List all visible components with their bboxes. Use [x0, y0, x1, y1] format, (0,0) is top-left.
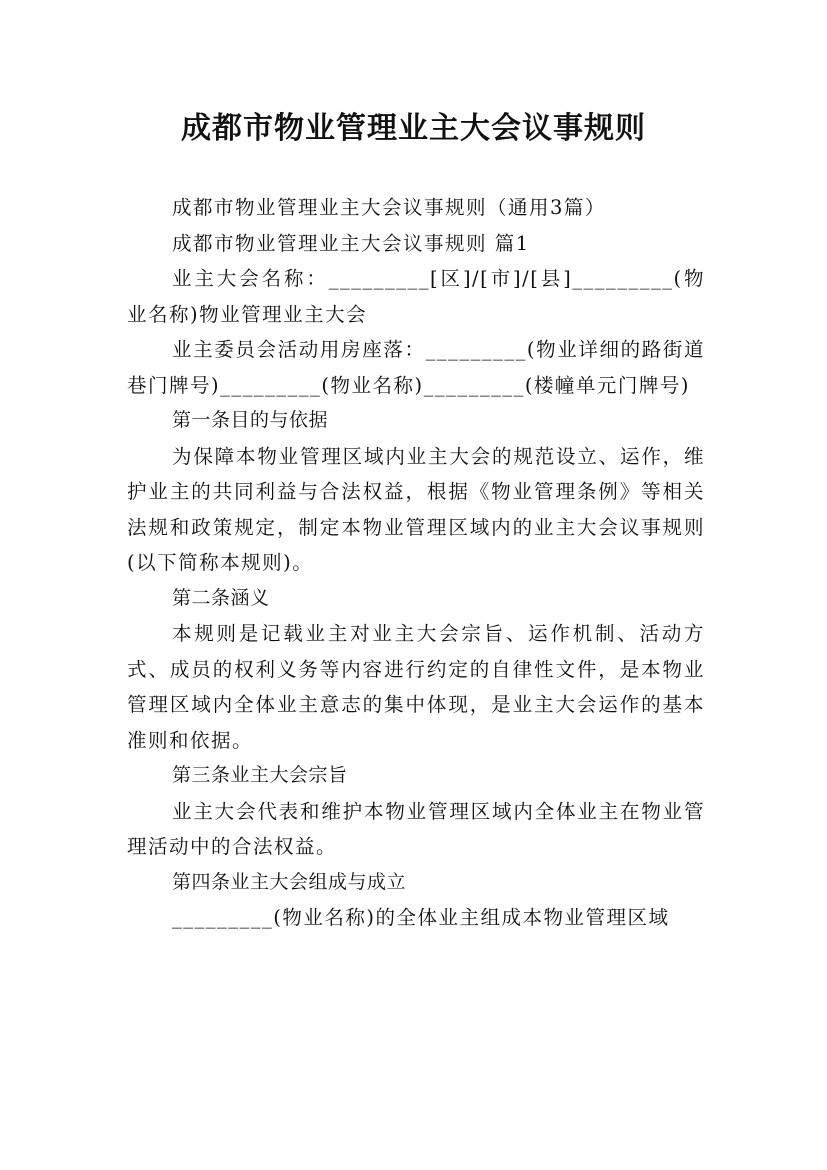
section-heading: 第四条业主大会组成与成立	[172, 870, 407, 893]
body-paragraph: 业主大会代表和维护本物业管理区域内全体业主在物业管理活动中的合法权益。	[127, 799, 705, 858]
body-paragraph: _________(物业名称)的全体业主组成本物业管理区域	[172, 906, 670, 929]
body-paragraph: 本规则是记载业主对业主大会宗旨、运作机制、活动方式、成员的权利义务等内容进行约定的自律性文件，是本物业管理区域内全体业主意志的集中体现，是业主大会运作的基本准则和依据。	[127, 622, 705, 752]
subtitle-paragraph: 成都市物业管理业主大会议事规则（通用3篇）	[172, 196, 606, 219]
assembly-name-paragraph: 业主大会名称：_________[区]/[市]/[县]_________(物业名称)物业管理业主大会	[127, 267, 705, 326]
article-heading: 成都市物业管理业主大会议事规则 篇1	[172, 231, 530, 255]
section-heading: 第二条涵义	[172, 586, 270, 609]
document-title: 成都市物业管理业主大会议事规则	[181, 111, 646, 146]
section-heading: 第一条目的与依据	[172, 409, 329, 431]
body-paragraph: 为保障本物业管理区域内业主大会的规范设立、运作，维护业主的共同利益与合法权益，根据《物业管理条例》等相关法规和政策规定，制定本物业管理区域内的业主大会议事规则(以下简称本规则)。	[127, 444, 705, 574]
document-body	[127, 190, 705, 936]
section-heading: 第三条业主大会宗旨	[172, 764, 348, 786]
committee-location-paragraph: 业主委员会活动用房座落：_________(物业详细的路街道巷门牌号)_________(物业名称)_________(楼幢单元门牌号)	[127, 338, 705, 397]
